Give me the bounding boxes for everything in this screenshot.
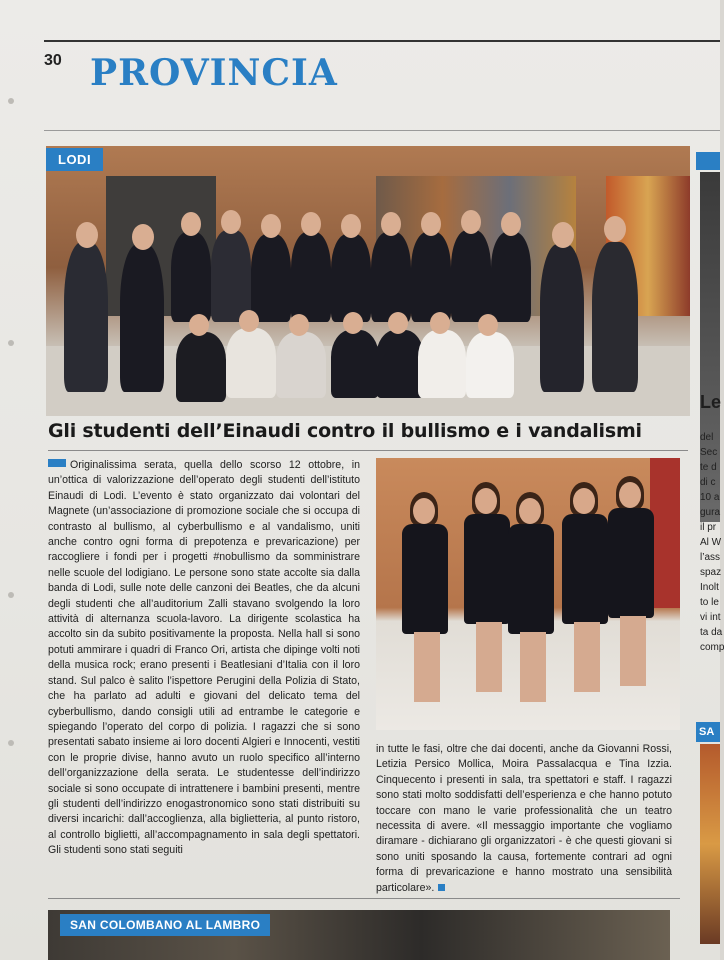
paragraph-marker [48,459,66,467]
article-text-col2: in tutte le fasi, oltre che dai docenti, anche da Giovanni Rossi, Letizia Persico Mollica, Moira Passalacqua e Tina Izzia. Cinquecento i presenti in sala, tra spettatori e staff. I ragazzi sono stati molto soddisfatti dell’esperienza e che hanno potuto toccare con mano le varie professionalità che un teatro necessita di avere. «Il messaggio importante che vogliamo diramare - dichiarano gli organizzatori - è che questi giovani si sono uniti sposando la causa, fortemente contrari ad ogni forma di prevaricazione e hanno mostrato una sensibilità particolare». [376,743,672,894]
adjacent-text-line: gura [700,507,721,518]
student-group [46,182,690,392]
top-rule [44,40,720,42]
group-photo [46,146,690,416]
adjacent-article-column [696,140,724,960]
location-tag: LODI [46,148,103,171]
adjacent-headline: Le [700,392,722,412]
page-number: 30 [44,52,62,69]
adjacent-text-line: comp [700,642,724,653]
bottom-rule [48,898,680,899]
adjacent-tag [696,152,720,170]
adjacent-text-line: ta da [700,627,723,638]
students-photo [376,458,680,730]
adjacent-text-line: l’ass [700,552,721,563]
adjacent-photo-2 [700,744,720,944]
section-title: PROVINCIA [90,52,338,94]
article-column-1 [48,458,360,888]
article-text-col1: Originalissima serata, quella dello scorso 12 ottobre, in un’ottica di valorizzazione dell’operato degli studenti dell’istituto Einaudi di Lodi. L’evento è stato organizzato dai volontari del Magnete (un’associazione di promozione sociale che si occupa di contrasto al bullismo, al cyberbullismo e al vandalismo, uniti anche contro ogni forma di prepotenza e prevaricazione) per raccogliere i fondi per i progetti #nobullismo da somministrare nelle scuole del lodigiano. Le persone sono state accolte sia dalla banda di Lodi, sulle note delle canzoni dei Beatles, che da alcuni degli studenti che all’auditorium Zalli stavano svolgendo la loro attività di alternanza scuola-lavoro. La dirigente scolastica ha accolto sin da subito positivamente la proposta. Nella hall si sono potuti ammirare i quadri di Franco Ori, artista che dipinge volti noti della musica rock; erano presenti i Beatlesiani d’Italia con il loro stand. Sul palco è salito l’ispettore Perugini della Polizia di Stato, che ha parlato ad adulti e giovani del delicato tema del cyberbullismo, dando consigli utili ad entrambe le categorie e spiegando l’operato del corpo di polizia. I ragazzi che si sono presentati sabato insieme ai loro docenti Algieri e Innocenti, vestiti con le proprie divise, hanno avuto un ruolo specifico all’interno dell’organizzazione della serata. Le studentesse dell’indirizzo sociale si sono occupate di intrattenere i bambini presenti, mentre gli studenti dell’indirizzo enogastronomico sono stati distribuiti su diversi incarichi: dall’accoglienza, alla biglietteria, al punto ristoro, al controllo biglietti, all’accompagnamento in sala degli spettatori. Gli studenti sono stati seguiti [48,459,360,857]
adjacent-text-line: il pr [700,522,717,533]
adjacent-tag-2: SA [696,722,720,742]
header-rule [44,130,720,131]
adjacent-text-line: to le [700,597,719,608]
adjacent-text-line: di c [700,477,716,488]
adjacent-text-line: Inolt [700,582,719,593]
adjacent-text-line: del [700,432,714,443]
adjacent-text-line: Al W [700,537,722,548]
headline-rule [48,450,688,451]
binding-hole [8,340,14,346]
adjacent-text-line: vi int [700,612,721,623]
article-column-2 [376,742,672,894]
end-of-article-mark [438,884,445,891]
binding-hole [8,740,14,746]
bottom-location-tag: SAN COLOMBANO AL LAMBRO [60,914,270,936]
binding-hole [8,592,14,598]
adjacent-text-line: spaz [700,567,722,578]
adjacent-text-line: 10 a [700,492,720,503]
adjacent-text-line: te d [700,462,717,473]
binding-hole [8,98,14,104]
red-banner [650,458,680,608]
adjacent-text-line: Sec [700,447,718,458]
article-headline: Gli studenti dell’Einaudi contro il bullismo e i vandalismi [48,420,642,442]
